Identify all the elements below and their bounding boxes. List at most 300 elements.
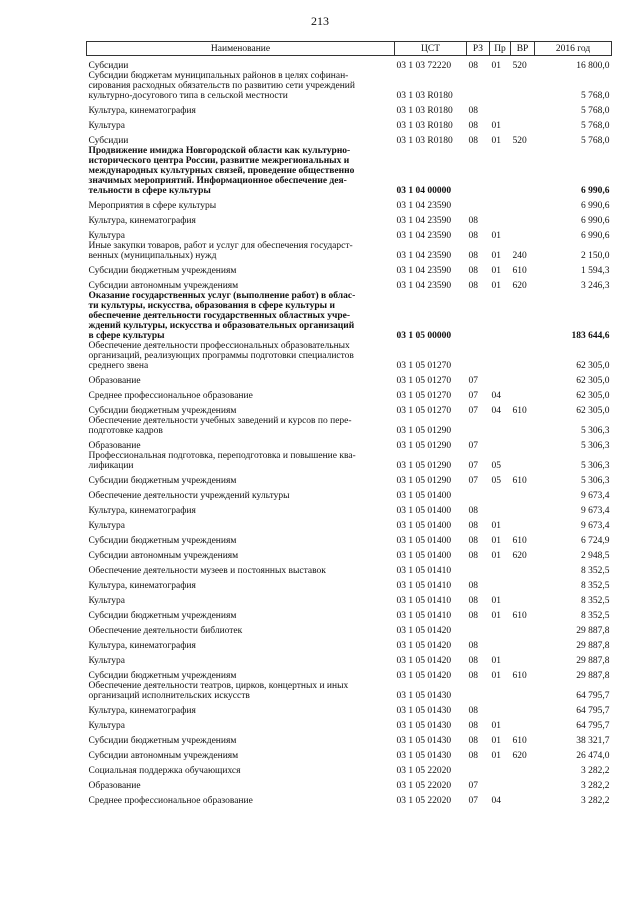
cell-pr	[490, 211, 511, 226]
cell-vr	[511, 371, 535, 386]
cell-pr	[490, 291, 511, 341]
cell-amount: 8 352,5	[581, 611, 610, 621]
cell-vr: 520	[512, 136, 527, 146]
cell-amount: 6 990,6	[581, 216, 610, 226]
table-row	[87, 451, 612, 471]
cell-name: Иные закупки товаров, работ и услуг для обеспечения государст- венных (муниципальных) нужд	[88, 241, 353, 261]
table-row	[87, 241, 612, 261]
cell-cst: 03 1 05 22020	[396, 781, 452, 791]
cell-rz: 08	[468, 106, 478, 116]
cell-amount: 62 305,0	[576, 376, 610, 386]
cell-vr	[511, 761, 535, 776]
cell-pr	[490, 146, 511, 196]
cell-vr	[511, 636, 535, 651]
cell-pr	[490, 436, 511, 451]
table-row	[87, 776, 612, 791]
cell-cst: 03 1 05 01270	[396, 376, 452, 386]
cell-vr: 240	[512, 251, 527, 261]
cell-vr	[511, 576, 535, 591]
cell-amount: 5 768,0	[581, 91, 610, 101]
table-row	[87, 761, 612, 776]
cell-cst: 03 1 05 01270	[396, 361, 452, 371]
cell-cst: 03 1 05 01400	[396, 536, 452, 546]
header-pr: Пр	[490, 42, 511, 56]
cell-vr	[511, 501, 535, 516]
cell-pr	[490, 416, 511, 436]
cell-cst: 03 1 05 01400	[396, 506, 452, 516]
cell-name: Субсидии бюджетным учреждениям	[88, 736, 237, 746]
cell-pr: 05	[491, 461, 501, 471]
cell-vr	[511, 71, 535, 101]
page-number: 213	[311, 14, 329, 28]
cell-pr: 01	[491, 61, 501, 71]
cell-name: Культура	[88, 596, 125, 606]
table-row	[87, 416, 612, 436]
cell-amount: 8 352,5	[581, 596, 610, 606]
cell-cst: 03 1 05 01400	[396, 491, 452, 501]
cell-pr	[490, 341, 511, 371]
table-row	[87, 261, 612, 276]
cell-rz: 08	[468, 736, 478, 746]
table-row	[87, 731, 612, 746]
cell-vr	[511, 716, 535, 731]
cell-rz: 08	[468, 671, 478, 681]
table-row	[87, 116, 612, 131]
cell-vr	[511, 651, 535, 666]
cell-pr	[490, 636, 511, 651]
cell-rz	[467, 681, 490, 701]
cell-cst: 03 1 03 R0180	[396, 121, 453, 131]
cell-amount: 3 282,2	[581, 796, 610, 806]
cell-name: Субсидии автономным учреждениям	[88, 281, 239, 291]
cell-name: Культура	[88, 656, 125, 666]
cell-cst: 03 1 05 01430	[396, 691, 452, 701]
cell-amount: 62 305,0	[576, 361, 610, 371]
cell-amount: 64 795,7	[576, 721, 610, 731]
cell-amount: 8 352,5	[581, 581, 610, 591]
cell-pr	[490, 196, 511, 211]
cell-rz: 08	[468, 641, 478, 651]
cell-name: Культура, кинематография	[88, 216, 196, 226]
cell-vr	[511, 226, 535, 241]
table-row	[87, 606, 612, 621]
cell-pr: 01	[491, 721, 501, 731]
table-row	[87, 516, 612, 531]
cell-cst: 03 1 04 23590	[396, 216, 452, 226]
cell-cst: 03 1 05 01430	[396, 706, 452, 716]
cell-cst: 03 1 03 R0180	[396, 136, 453, 146]
cell-rz: 08	[468, 121, 478, 131]
cell-name: Среднее профессиональное образование	[88, 391, 253, 401]
table-row	[87, 486, 612, 501]
cell-vr: 520	[512, 61, 527, 71]
cell-pr: 01	[491, 536, 501, 546]
cell-rz: 08	[468, 581, 478, 591]
cell-name: Культура, кинематография	[88, 641, 196, 651]
cell-cst: 03 1 05 01410	[396, 596, 452, 606]
cell-name: Культура, кинематография	[88, 581, 196, 591]
cell-pr: 01	[491, 136, 501, 146]
cell-name: Оказание государственных услуг (выполнение работ) в облас- ти культуры, искусства, образования в сфере культуры и обеспечение деятельности государственных областных учре- ждений культуры, искусства и образовательных организаций в сфере культуры	[88, 291, 356, 341]
cell-pr	[490, 71, 511, 101]
cell-amount: 29 887,8	[576, 656, 610, 666]
cell-vr	[511, 776, 535, 791]
cell-name: Субсидии бюджетным учреждениям	[88, 611, 237, 621]
cell-vr: 610	[512, 476, 527, 486]
table-row	[87, 791, 612, 806]
cell-vr: 610	[512, 406, 527, 416]
cell-cst: 03 1 05 01290	[396, 426, 452, 436]
table-row	[87, 341, 612, 371]
cell-pr	[490, 761, 511, 776]
cell-rz: 07	[468, 406, 478, 416]
cell-cst: 03 1 05 22020	[396, 796, 452, 806]
table-row	[87, 546, 612, 561]
cell-amount: 6 990,6	[581, 231, 610, 241]
cell-pr: 01	[491, 281, 501, 291]
table-row	[87, 591, 612, 606]
header-vr: ВР	[511, 42, 535, 56]
cell-vr	[511, 416, 535, 436]
cell-vr	[511, 291, 535, 341]
cell-rz: 08	[468, 136, 478, 146]
table-row	[87, 436, 612, 451]
table-row	[87, 576, 612, 591]
cell-amount: 6 990,6	[581, 186, 610, 196]
table-row	[87, 146, 612, 196]
cell-vr: 620	[512, 281, 527, 291]
cell-vr	[511, 451, 535, 471]
cell-pr: 01	[491, 671, 501, 681]
cell-pr: 01	[491, 656, 501, 666]
cell-pr: 04	[491, 796, 501, 806]
cell-amount: 183 644,6	[571, 331, 610, 341]
cell-rz: 07	[468, 441, 478, 451]
budget-table	[86, 41, 612, 806]
cell-rz: 08	[468, 751, 478, 761]
table-row	[87, 666, 612, 681]
table-row	[87, 276, 612, 291]
cell-amount: 29 887,8	[576, 671, 610, 681]
cell-amount: 62 305,0	[576, 406, 610, 416]
cell-rz: 08	[468, 216, 478, 226]
header-rz: РЗ	[467, 42, 490, 56]
cell-rz: 08	[468, 521, 478, 531]
cell-rz: 08	[468, 536, 478, 546]
cell-cst: 03 1 05 01410	[396, 581, 452, 591]
cell-vr	[511, 211, 535, 226]
cell-amount: 8 352,5	[581, 566, 610, 576]
cell-rz: 07	[468, 461, 478, 471]
cell-name: Обеспечение деятельности театров, цирков, концертных и иных организаций исполнительских искусств	[88, 681, 349, 701]
cell-cst: 03 1 04 23590	[396, 266, 452, 276]
cell-amount: 5 768,0	[581, 121, 610, 131]
cell-amount: 6 990,6	[581, 201, 610, 211]
cell-pr: 01	[491, 521, 501, 531]
cell-cst: 03 1 05 01420	[396, 656, 452, 666]
cell-amount: 3 246,3	[581, 281, 610, 291]
cell-amount: 3 282,2	[581, 766, 610, 776]
cell-name: Субсидии бюджетным учреждениям	[88, 406, 237, 416]
cell-cst: 03 1 05 01290	[396, 441, 452, 451]
cell-name: Культура, кинематография	[88, 506, 196, 516]
cell-cst: 03 1 05 01290	[396, 461, 452, 471]
cell-pr: 01	[491, 266, 501, 276]
cell-vr	[511, 791, 535, 806]
table-row	[87, 471, 612, 486]
cell-amount: 16 800,0	[576, 61, 610, 71]
cell-amount: 6 724,9	[581, 536, 610, 546]
table-row	[87, 196, 612, 211]
cell-name: Субсидии бюджетным учреждениям	[88, 266, 237, 276]
cell-cst: 03 1 05 22020	[396, 766, 452, 776]
cell-name: Субсидии бюджетным учреждениям	[88, 476, 237, 486]
table-row	[87, 386, 612, 401]
cell-rz: 08	[468, 656, 478, 666]
cell-cst: 03 1 05 01430	[396, 751, 452, 761]
cell-rz: 08	[468, 506, 478, 516]
cell-vr	[511, 621, 535, 636]
cell-vr: 610	[512, 536, 527, 546]
cell-amount: 9 673,4	[581, 521, 610, 531]
cell-rz: 08	[468, 61, 478, 71]
cell-amount: 1 594,3	[581, 266, 610, 276]
cell-name: Субсидии автономным учреждениям	[88, 551, 239, 561]
cell-amount: 9 673,4	[581, 506, 610, 516]
cell-rz: 08	[468, 706, 478, 716]
cell-name: Культура, кинематография	[88, 706, 196, 716]
cell-rz: 08	[468, 596, 478, 606]
cell-vr: 610	[512, 611, 527, 621]
cell-cst: 03 1 05 01400	[396, 551, 452, 561]
cell-rz: 07	[468, 781, 478, 791]
cell-name: Культура	[88, 721, 125, 731]
cell-cst: 03 1 05 01420	[396, 671, 452, 681]
cell-cst: 03 1 05 01420	[396, 641, 452, 651]
table-row	[87, 131, 612, 146]
cell-name: Профессиональная подготовка, переподготовка и повышение ква- лификации	[88, 451, 356, 471]
cell-pr: 01	[491, 611, 501, 621]
cell-vr: 610	[512, 266, 527, 276]
cell-amount: 9 673,4	[581, 491, 610, 501]
cell-rz: 07	[468, 391, 478, 401]
cell-name: Обеспечение деятельности профессиональных образовательных организаций, реализующих программы подготовки специалистов среднего звена	[88, 341, 354, 371]
cell-rz: 07	[468, 376, 478, 386]
cell-amount: 5 306,3	[581, 441, 610, 451]
cell-cst: 03 1 05 01420	[396, 626, 452, 636]
table-row	[87, 226, 612, 241]
cell-rz	[467, 761, 490, 776]
cell-rz: 08	[468, 721, 478, 731]
cell-name: Обеспечение деятельности учреждений культуры	[88, 491, 290, 501]
cell-amount: 5 768,0	[581, 106, 610, 116]
cell-name: Среднее профессиональное образование	[88, 796, 253, 806]
cell-amount: 3 282,2	[581, 781, 610, 791]
cell-pr: 01	[491, 751, 501, 761]
cell-cst: 03 1 03 R0180	[396, 91, 453, 101]
cell-vr	[511, 196, 535, 211]
table-row	[87, 716, 612, 731]
cell-rz	[467, 196, 490, 211]
cell-cst: 03 1 05 01430	[396, 721, 452, 731]
cell-vr: 620	[512, 551, 527, 561]
cell-rz: 07	[468, 476, 478, 486]
cell-amount: 5 306,3	[581, 476, 610, 486]
cell-name: Культура	[88, 521, 125, 531]
cell-cst: 03 1 04 23590	[396, 201, 452, 211]
cell-name: Мероприятия в сфере культуры	[88, 201, 217, 211]
cell-pr	[490, 101, 511, 116]
cell-vr	[511, 561, 535, 576]
cell-cst: 03 1 04 23590	[396, 251, 452, 261]
table-row	[87, 701, 612, 716]
cell-rz	[467, 71, 490, 101]
header-name: Наименование	[87, 42, 395, 56]
cell-vr	[511, 516, 535, 531]
table-row	[87, 501, 612, 516]
cell-pr: 01	[491, 551, 501, 561]
cell-rz	[467, 621, 490, 636]
cell-pr	[490, 681, 511, 701]
cell-amount: 29 887,8	[576, 641, 610, 651]
cell-pr	[490, 701, 511, 716]
cell-name: Субсидии	[88, 61, 129, 71]
cell-rz: 08	[468, 251, 478, 261]
cell-vr	[511, 116, 535, 131]
table-row	[87, 746, 612, 761]
cell-cst: 03 1 04 23590	[396, 231, 452, 241]
cell-pr: 04	[491, 406, 501, 416]
cell-amount: 5 306,3	[581, 426, 610, 436]
cell-name: Образование	[88, 376, 141, 386]
cell-rz: 08	[468, 281, 478, 291]
cell-amount: 5 768,0	[581, 136, 610, 146]
cell-amount: 38 321,7	[576, 736, 610, 746]
cell-cst: 03 1 05 01290	[396, 476, 452, 486]
cell-name: Субсидии бюджетам муниципальных районов в целях софинан- сирования расходных обязательств по развитию сети учреждений культурно-досугового типа в сельской местности	[88, 71, 355, 101]
table-row	[87, 56, 612, 72]
cell-amount: 29 887,8	[576, 626, 610, 636]
cell-vr: 610	[512, 736, 527, 746]
cell-pr	[490, 621, 511, 636]
cell-name: Субсидии бюджетным учреждениям	[88, 671, 237, 681]
table-row	[87, 211, 612, 226]
cell-amount: 5 306,3	[581, 461, 610, 471]
cell-pr	[490, 576, 511, 591]
cell-rz	[467, 146, 490, 196]
cell-pr: 05	[491, 476, 501, 486]
cell-pr: 01	[491, 596, 501, 606]
table-row	[87, 291, 612, 341]
table-row	[87, 371, 612, 386]
cell-vr: 620	[512, 751, 527, 761]
cell-vr	[511, 341, 535, 371]
cell-name: Субсидии автономным учреждениям	[88, 751, 239, 761]
cell-pr: 01	[491, 121, 501, 131]
cell-vr	[511, 486, 535, 501]
cell-name: Социальная поддержка обучающихся	[88, 766, 241, 776]
table-row	[87, 101, 612, 116]
cell-pr	[490, 776, 511, 791]
cell-rz	[467, 416, 490, 436]
cell-name: Субсидии	[88, 136, 129, 146]
cell-cst: 03 1 05 01270	[396, 406, 452, 416]
table-header	[87, 42, 612, 56]
cell-vr	[511, 591, 535, 606]
cell-name: Продвижение имиджа Новгородской области как культурно- исторического центра России, развитие межрегиональных и международных культурных связей, проведение общественно значимых мероприятий. Информационное обеспечение дея- тельности в сфере культуры	[88, 146, 355, 196]
cell-rz: 07	[468, 796, 478, 806]
cell-cst: 03 1 05 00000	[396, 331, 452, 341]
cell-cst: 03 1 05 01270	[396, 391, 452, 401]
cell-pr	[490, 486, 511, 501]
cell-name: Субсидии бюджетным учреждениям	[88, 536, 237, 546]
cell-vr	[511, 146, 535, 196]
cell-rz: 08	[468, 266, 478, 276]
cell-cst: 03 1 03 72220	[396, 61, 452, 71]
cell-cst: 03 1 04 23590	[396, 281, 452, 291]
table-row	[87, 651, 612, 666]
cell-cst: 03 1 04 00000	[396, 186, 452, 196]
cell-amount: 62 305,0	[576, 391, 610, 401]
cell-pr	[490, 561, 511, 576]
cell-vr	[511, 681, 535, 701]
table-row	[87, 531, 612, 546]
cell-name: Обеспечение деятельности библиотек	[88, 626, 243, 636]
cell-name: Культура	[88, 121, 125, 131]
cell-pr: 01	[491, 231, 501, 241]
cell-pr: 01	[491, 736, 501, 746]
cell-pr: 01	[491, 251, 501, 261]
table-row	[87, 636, 612, 651]
cell-vr	[511, 101, 535, 116]
cell-amount: 2 948,5	[581, 551, 610, 561]
table-row	[87, 561, 612, 576]
cell-name: Обеспечение деятельности музеев и постоянных выставок	[88, 566, 326, 576]
cell-name: Культура, кинематография	[88, 106, 196, 116]
cell-rz	[467, 291, 490, 341]
cell-cst: 03 1 05 01410	[396, 611, 452, 621]
cell-pr	[490, 501, 511, 516]
cell-rz	[467, 561, 490, 576]
table-row	[87, 71, 612, 101]
table-row	[87, 681, 612, 701]
cell-rz: 08	[468, 551, 478, 561]
header-amount: 2016 год	[535, 42, 612, 56]
cell-vr	[511, 701, 535, 716]
cell-vr	[511, 436, 535, 451]
cell-rz: 08	[468, 231, 478, 241]
cell-rz	[467, 486, 490, 501]
cell-pr	[490, 371, 511, 386]
cell-amount: 64 795,7	[576, 691, 610, 701]
table-row	[87, 621, 612, 636]
cell-vr	[511, 386, 535, 401]
cell-rz	[467, 341, 490, 371]
header-cst: ЦСТ	[395, 42, 467, 56]
table-row	[87, 401, 612, 416]
cell-rz: 08	[468, 611, 478, 621]
cell-cst: 03 1 05 01400	[396, 521, 452, 531]
cell-name: Образование	[88, 781, 141, 791]
cell-name: Культура	[88, 231, 125, 241]
cell-amount: 64 795,7	[576, 706, 610, 716]
table-body	[87, 56, 612, 807]
cell-cst: 03 1 05 01430	[396, 736, 452, 746]
cell-pr: 04	[491, 391, 501, 401]
cell-name: Образование	[88, 441, 141, 451]
cell-name: Обеспечение деятельности учебных заведений и курсов по пере- подготовке кадров	[88, 416, 352, 436]
cell-amount: 26 474,0	[576, 751, 610, 761]
